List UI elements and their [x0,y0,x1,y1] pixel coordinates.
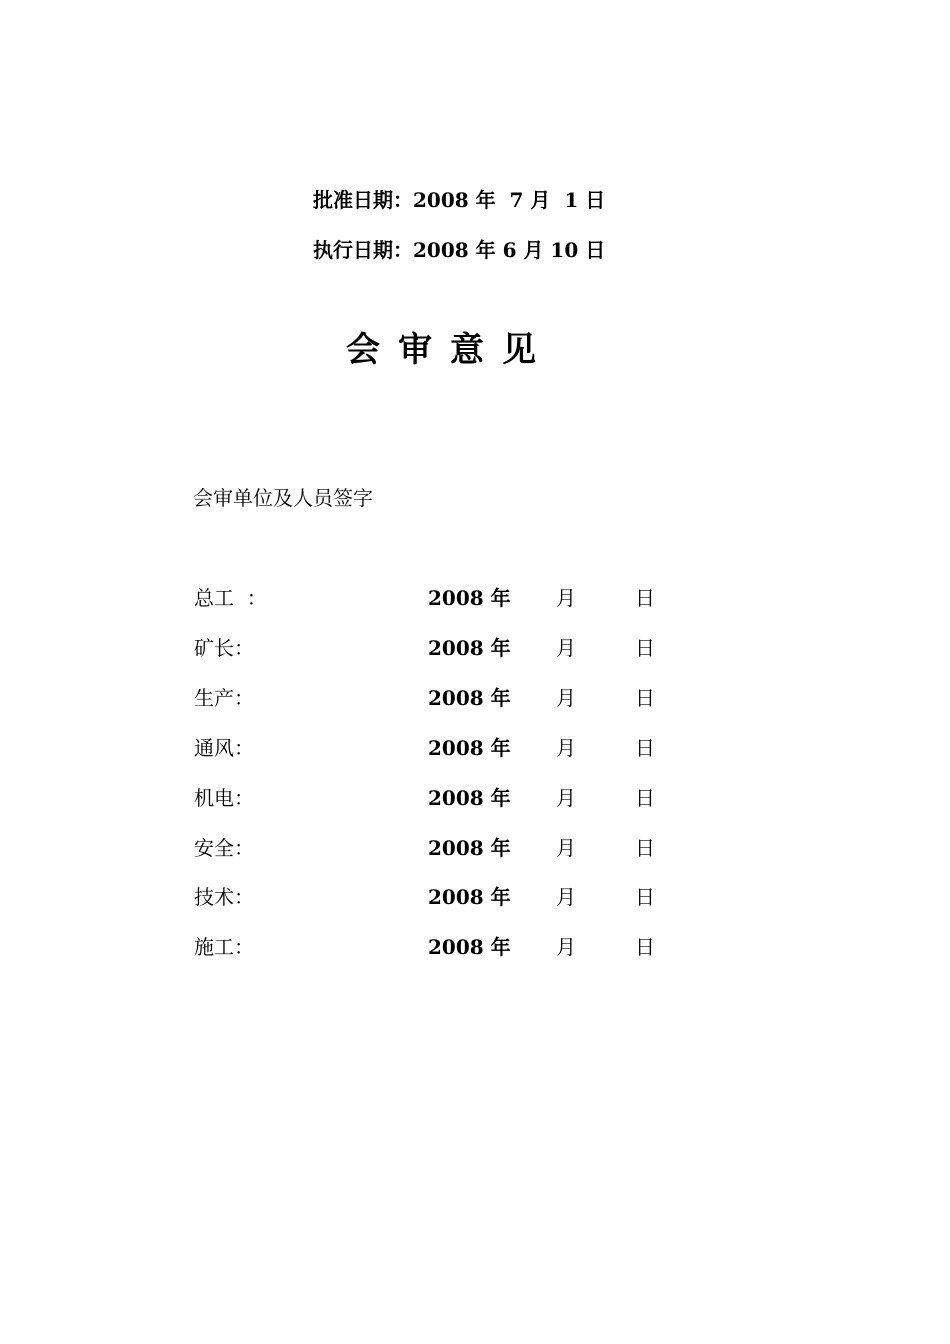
signature-day: 日 [635,686,655,710]
signature-day: 日 [635,586,655,610]
signature-day: 日 [635,935,655,959]
signature-year: 2008 年 [428,586,511,610]
signature-role: 矿长： [194,636,254,660]
signature-month: 月 [556,885,576,909]
signature-year: 2008 年 [428,786,511,810]
signature-day: 日 [635,836,655,860]
signature-year: 2008 年 [428,885,511,909]
signature-month: 月 [556,935,576,959]
signature-day: 日 [635,885,655,909]
signature-year: 2008 年 [428,686,511,710]
signature-row [0,786,950,812]
signature-row [0,836,950,862]
signature-row [0,736,950,762]
signature-row [0,586,950,612]
execution-date: 执行日期：2008 年 6 月 10 日 [313,238,606,262]
signature-row [0,636,950,662]
page-title: 会审意见 [346,330,554,370]
signature-day: 日 [635,736,655,760]
signature-role: 生产： [194,686,254,710]
signature-month: 月 [556,736,576,760]
signature-row [0,935,950,961]
signature-role: 通风： [194,736,254,760]
signature-role: 施工： [194,935,254,959]
signature-role: 技术： [194,885,254,909]
signature-row [0,686,950,712]
signature-month: 月 [556,586,576,610]
signature-year: 2008 年 [428,636,511,660]
approval-date: 批准日期：2008 年 7 月 1 日 [313,188,606,212]
signature-month: 月 [556,836,576,860]
section-label: 会审单位及人员签字 [193,486,373,510]
signature-month: 月 [556,636,576,660]
signature-role: 安全： [194,836,254,860]
signature-role: 总工 ： [194,586,267,610]
signature-month: 月 [556,686,576,710]
signature-row [0,885,950,911]
signature-day: 日 [635,636,655,660]
signature-month: 月 [556,786,576,810]
signature-role: 机电： [194,786,254,810]
signature-year: 2008 年 [428,935,511,959]
signature-day: 日 [635,786,655,810]
signature-year: 2008 年 [428,736,511,760]
signature-year: 2008 年 [428,836,511,860]
